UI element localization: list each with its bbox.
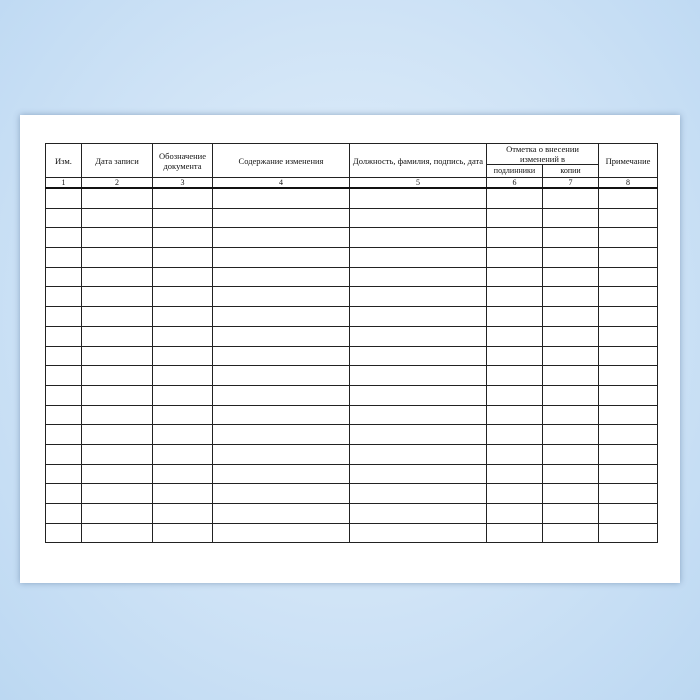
table-cell xyxy=(487,366,543,386)
table-row xyxy=(46,464,658,484)
table-cell xyxy=(46,326,82,346)
table-cell xyxy=(487,208,543,228)
table-cell xyxy=(46,484,82,504)
table-cell xyxy=(599,267,658,287)
header-notes: Примечание xyxy=(599,144,658,178)
table-cell xyxy=(350,287,487,307)
table-row xyxy=(46,248,658,268)
table-cell xyxy=(543,444,599,464)
column-number: 2 xyxy=(82,178,153,189)
table-cell xyxy=(599,523,658,543)
table-cell xyxy=(599,248,658,268)
table-row xyxy=(46,405,658,425)
table-cell xyxy=(46,188,82,208)
table-cell xyxy=(487,267,543,287)
table-cell xyxy=(153,287,213,307)
table-cell xyxy=(153,425,213,445)
table-cell xyxy=(46,444,82,464)
table-cell xyxy=(82,366,153,386)
table-cell xyxy=(213,385,350,405)
column-number: 5 xyxy=(350,178,487,189)
table-cell xyxy=(153,307,213,327)
table-cell xyxy=(543,464,599,484)
table-cell xyxy=(350,307,487,327)
table-row xyxy=(46,504,658,524)
table-cell xyxy=(599,346,658,366)
table-cell xyxy=(350,188,487,208)
table-cell xyxy=(82,267,153,287)
table-cell xyxy=(599,425,658,445)
column-number: 4 xyxy=(213,178,350,189)
table-cell xyxy=(213,504,350,524)
table-cell xyxy=(82,523,153,543)
table-row xyxy=(46,188,658,208)
table-cell xyxy=(213,267,350,287)
table-cell xyxy=(82,464,153,484)
table-cell xyxy=(599,208,658,228)
table-cell xyxy=(153,444,213,464)
table-cell xyxy=(350,464,487,484)
table-cell xyxy=(350,267,487,287)
table-cell xyxy=(350,444,487,464)
table-cell xyxy=(153,484,213,504)
table-cell xyxy=(153,248,213,268)
change-log-table xyxy=(45,143,658,543)
header-originals: подлинники xyxy=(487,165,543,178)
table-cell xyxy=(82,484,153,504)
table-cell xyxy=(153,346,213,366)
table-row xyxy=(46,366,658,386)
table-cell xyxy=(599,484,658,504)
table-cell xyxy=(543,248,599,268)
table-cell xyxy=(543,523,599,543)
table-cell xyxy=(487,405,543,425)
header-document-designation: Обозначение документа xyxy=(153,144,213,178)
table-cell xyxy=(82,444,153,464)
table-row xyxy=(46,484,658,504)
table-row xyxy=(46,385,658,405)
table-cell xyxy=(153,228,213,248)
table-cell xyxy=(487,464,543,484)
table-cell xyxy=(487,248,543,268)
table-cell xyxy=(153,504,213,524)
table-cell xyxy=(82,208,153,228)
table-cell xyxy=(487,307,543,327)
table-cell xyxy=(213,188,350,208)
table-row xyxy=(46,267,658,287)
table-cell xyxy=(46,425,82,445)
column-number: 1 xyxy=(46,178,82,189)
column-number: 6 xyxy=(487,178,543,189)
table-cell xyxy=(599,504,658,524)
table-cell xyxy=(213,464,350,484)
document-sheet xyxy=(20,115,680,583)
table-cell xyxy=(213,425,350,445)
table-cell xyxy=(543,326,599,346)
header-change-content: Содержание изменения xyxy=(213,144,350,178)
column-number-row xyxy=(46,178,658,189)
table-cell xyxy=(487,385,543,405)
table-cell xyxy=(599,385,658,405)
table-cell xyxy=(82,188,153,208)
table-cell xyxy=(543,346,599,366)
table-cell xyxy=(153,208,213,228)
table-body xyxy=(46,188,658,543)
table-cell xyxy=(153,385,213,405)
table-cell xyxy=(153,267,213,287)
table-row xyxy=(46,444,658,464)
table-cell xyxy=(82,346,153,366)
table-cell xyxy=(82,248,153,268)
table-cell xyxy=(213,228,350,248)
table-cell xyxy=(82,425,153,445)
table-row xyxy=(46,425,658,445)
table-cell xyxy=(543,188,599,208)
table-cell xyxy=(213,326,350,346)
table-cell xyxy=(213,346,350,366)
table-cell xyxy=(487,444,543,464)
column-number: 8 xyxy=(599,178,658,189)
table-cell xyxy=(543,228,599,248)
table-row xyxy=(46,307,658,327)
table-cell xyxy=(46,228,82,248)
table-cell xyxy=(213,444,350,464)
table-cell xyxy=(350,385,487,405)
table-row xyxy=(46,228,658,248)
table-cell xyxy=(599,326,658,346)
table-cell xyxy=(213,523,350,543)
table-row xyxy=(46,326,658,346)
table-cell xyxy=(543,484,599,504)
table-cell xyxy=(153,326,213,346)
table-row xyxy=(46,208,658,228)
table-cell xyxy=(46,267,82,287)
table-cell xyxy=(350,405,487,425)
table-row xyxy=(46,346,658,366)
table-cell xyxy=(46,346,82,366)
column-number: 3 xyxy=(153,178,213,189)
table-cell xyxy=(543,366,599,386)
table-cell xyxy=(350,228,487,248)
table-cell xyxy=(487,346,543,366)
table-cell xyxy=(213,484,350,504)
header-position-name-signature: Должность, фамилия, подпись, дата xyxy=(350,144,487,178)
column-number: 7 xyxy=(543,178,599,189)
table-cell xyxy=(599,228,658,248)
table-cell xyxy=(543,385,599,405)
table-cell xyxy=(82,385,153,405)
table-cell xyxy=(487,484,543,504)
table-cell xyxy=(350,366,487,386)
table-cell xyxy=(487,188,543,208)
table-cell xyxy=(46,307,82,327)
table-cell xyxy=(543,267,599,287)
table-cell xyxy=(543,405,599,425)
table-cell xyxy=(350,248,487,268)
table-cell xyxy=(487,287,543,307)
table-cell xyxy=(46,405,82,425)
header-copies: копии xyxy=(543,165,599,178)
table-row xyxy=(46,287,658,307)
header-row xyxy=(46,144,658,165)
table-cell xyxy=(599,287,658,307)
table-cell xyxy=(350,208,487,228)
table-cell xyxy=(350,484,487,504)
table-cell xyxy=(599,464,658,484)
table-cell xyxy=(599,444,658,464)
table-cell xyxy=(82,405,153,425)
table-cell xyxy=(487,523,543,543)
table-cell xyxy=(213,248,350,268)
table-cell xyxy=(599,188,658,208)
table-cell xyxy=(46,504,82,524)
table-cell xyxy=(350,504,487,524)
table-cell xyxy=(350,523,487,543)
table-cell xyxy=(82,287,153,307)
table-cell xyxy=(153,523,213,543)
table-cell xyxy=(487,228,543,248)
table-cell xyxy=(46,464,82,484)
table-cell xyxy=(350,346,487,366)
table-cell xyxy=(153,188,213,208)
table-cell xyxy=(213,366,350,386)
table-cell xyxy=(153,366,213,386)
table-cell xyxy=(213,307,350,327)
table-cell xyxy=(46,366,82,386)
table-cell xyxy=(350,326,487,346)
table-cell xyxy=(153,405,213,425)
table-cell xyxy=(46,287,82,307)
table-cell xyxy=(46,248,82,268)
table-cell xyxy=(599,307,658,327)
table-cell xyxy=(350,425,487,445)
table-cell xyxy=(46,208,82,228)
table-row xyxy=(46,523,658,543)
table-cell xyxy=(599,366,658,386)
table-cell xyxy=(543,504,599,524)
table-cell xyxy=(82,326,153,346)
table-cell xyxy=(82,228,153,248)
table-cell xyxy=(213,287,350,307)
table-cell xyxy=(82,307,153,327)
table-cell xyxy=(543,208,599,228)
header-entry-date: Дата записи xyxy=(82,144,153,178)
table-cell xyxy=(543,307,599,327)
table-cell xyxy=(213,405,350,425)
header-change-mark-group: Отметка о внесении изменений в xyxy=(487,144,599,165)
table-cell xyxy=(487,326,543,346)
table-cell xyxy=(82,504,153,524)
table-cell xyxy=(46,385,82,405)
table-cell xyxy=(213,208,350,228)
table-cell xyxy=(487,504,543,524)
table-cell xyxy=(46,523,82,543)
table-cell xyxy=(543,425,599,445)
table-cell xyxy=(153,464,213,484)
table-cell xyxy=(487,425,543,445)
table-cell xyxy=(543,287,599,307)
header-revision: Изм. xyxy=(46,144,82,178)
table-cell xyxy=(599,405,658,425)
